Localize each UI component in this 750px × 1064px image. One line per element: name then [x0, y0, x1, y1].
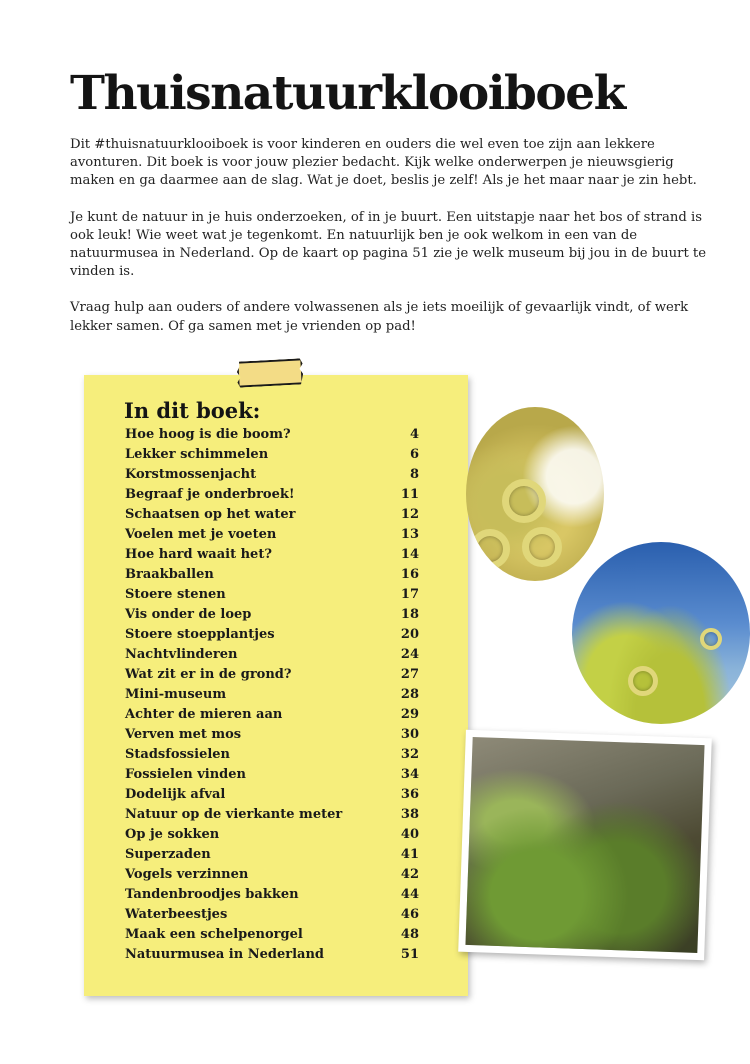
toc-item-page: 27 [400, 667, 419, 682]
intro-paragraph: Dit #thuisnatuurklooiboek is voor kinderen en ouders die wel even toe zijn aan lekkere avonturen. Dit boek is voor jouw plezier bedacht. Kijk welke onderwerpen je nieuwsgierig maken en ga daarmee aan de slag. Wat je doet, beslis je zelf! Als je het maar naar je zin hebt. [70, 137, 697, 189]
tape-decoration [236, 358, 303, 387]
toc-item-label: Vogels verzinnen [125, 867, 249, 882]
toc-item-label: Hoe hoog is die boom? [125, 427, 291, 442]
toc-item [125, 545, 419, 565]
toc-item-label: Stadsfossielen [125, 747, 230, 762]
lichen-photo-sky [572, 542, 750, 724]
toc-item [125, 465, 419, 485]
toc-item-label: Korstmossenjacht [125, 467, 257, 482]
moss-photo-image [465, 737, 704, 953]
toc-item [125, 565, 419, 585]
toc-item-page: 28 [400, 687, 419, 702]
toc-item-label: Stoere stenen [125, 587, 226, 602]
toc-item [125, 625, 419, 645]
lichen-cup [628, 666, 658, 696]
toc-item-page: 48 [400, 927, 419, 942]
toc-item-label: Natuurmusea in Nederland [125, 947, 324, 962]
toc-item [125, 945, 419, 965]
toc-item-page: 40 [400, 827, 419, 842]
toc-item-page: 30 [400, 727, 419, 742]
toc-item [125, 805, 419, 825]
toc-item-label: Achter de mieren aan [125, 707, 283, 722]
toc-item-page: 46 [400, 907, 419, 922]
page-title: Thuisnatuurklooiboek [70, 66, 625, 121]
toc-item [125, 765, 419, 785]
toc-item-page: 13 [400, 527, 419, 542]
toc-item-label: Op je sokken [125, 827, 220, 842]
lichen-cup [522, 527, 562, 567]
toc-item-label: Maak een schelpenorgel [125, 927, 303, 942]
toc-item-label: Natuur op de vierkante meter [125, 807, 343, 822]
toc-item [125, 525, 419, 545]
toc-item-label: Lekker schimmelen [125, 447, 269, 462]
toc-item-page: 8 [409, 467, 419, 482]
toc-item-label: Schaatsen op het water [125, 507, 296, 522]
toc-item [125, 825, 419, 845]
toc-item [125, 585, 419, 605]
toc-heading: In dit boek: [124, 398, 261, 423]
toc-item-page: 16 [400, 567, 419, 582]
toc-item-page: 36 [400, 787, 419, 802]
toc-item-page: 29 [400, 707, 419, 722]
toc-item [125, 905, 419, 925]
toc-item [125, 725, 419, 745]
toc-item-page: 14 [400, 547, 419, 562]
intro-text [70, 136, 710, 354]
toc-item-label: Vis onder de loep [125, 607, 252, 622]
toc-list [125, 425, 419, 965]
toc-item-label: Waterbeestjes [125, 907, 228, 922]
toc-item-label: Tandenbroodjes bakken [125, 887, 299, 902]
toc-item-page: 38 [400, 807, 419, 822]
toc-item-page: 20 [400, 627, 419, 642]
lichen-photo-closeup [466, 407, 604, 581]
toc-item-label: Superzaden [125, 847, 211, 862]
intro-paragraph: Je kunt de natuur in je huis onderzoeken, of in je buurt. Een uitstapje naar het bos of strand is ook leuk! Wie weet wat je tegenkomt. En natuurlijk ben je ook welkom in een van de natuurmusea in Nederland. Op de kaart op pagina 51 zie je welk museum bij jou in de buurt te vinden is. [70, 209, 707, 280]
toc-item-page: 17 [400, 587, 419, 602]
toc-item-label: Mini-museum [125, 687, 227, 702]
toc-item-label: Nachtvlinderen [125, 647, 238, 662]
toc-item-page: 11 [400, 487, 419, 502]
toc-item-page: 4 [409, 427, 419, 442]
lichen-cup [502, 479, 546, 523]
toc-item-page: 6 [409, 447, 419, 462]
toc-item-label: Stoere stoepplantjes [125, 627, 275, 642]
toc-item-label: Verven met mos [125, 727, 242, 742]
toc-item-page: 42 [400, 867, 419, 882]
toc-item-label: Wat zit er in de grond? [125, 667, 292, 682]
toc-item [125, 885, 419, 905]
lichen-cup [470, 529, 510, 569]
toc-item [125, 605, 419, 625]
toc-item-page: 32 [400, 747, 419, 762]
toc-item-label: Braakballen [125, 567, 214, 582]
toc-item [125, 745, 419, 765]
toc-item-label: Dodelijk afval [125, 787, 226, 802]
toc-item-page: 41 [400, 847, 419, 862]
toc-item-label: Voelen met je voeten [125, 527, 277, 542]
toc-item [125, 925, 419, 945]
toc-item [125, 505, 419, 525]
toc-item-label: Hoe hard waait het? [125, 547, 272, 562]
toc-item [125, 685, 419, 705]
toc-item [125, 865, 419, 885]
toc-item [125, 845, 419, 865]
lichen-cup [700, 628, 722, 650]
toc-item-page: 24 [400, 647, 419, 662]
toc-item [125, 645, 419, 665]
toc-item [125, 705, 419, 725]
toc-item [125, 425, 419, 445]
toc-item [125, 485, 419, 505]
toc-item [125, 665, 419, 685]
moss-photo [458, 730, 712, 960]
toc-item-page: 18 [400, 607, 419, 622]
toc-item-page: 34 [400, 767, 419, 782]
toc-item-page: 12 [400, 507, 419, 522]
intro-paragraph: Vraag hulp aan ouders of andere volwassenen als je iets moeilijk of gevaarlijk vindt, of werk lekker samen. Of ga samen met je vrienden op pad! [70, 300, 689, 334]
toc-item-label: Fossielen vinden [125, 767, 246, 782]
toc-item-label: Begraaf je onderbroek! [125, 487, 295, 502]
toc-item-page: 51 [400, 947, 419, 962]
toc-item [125, 445, 419, 465]
toc-item-page: 44 [400, 887, 419, 902]
toc-item [125, 785, 419, 805]
